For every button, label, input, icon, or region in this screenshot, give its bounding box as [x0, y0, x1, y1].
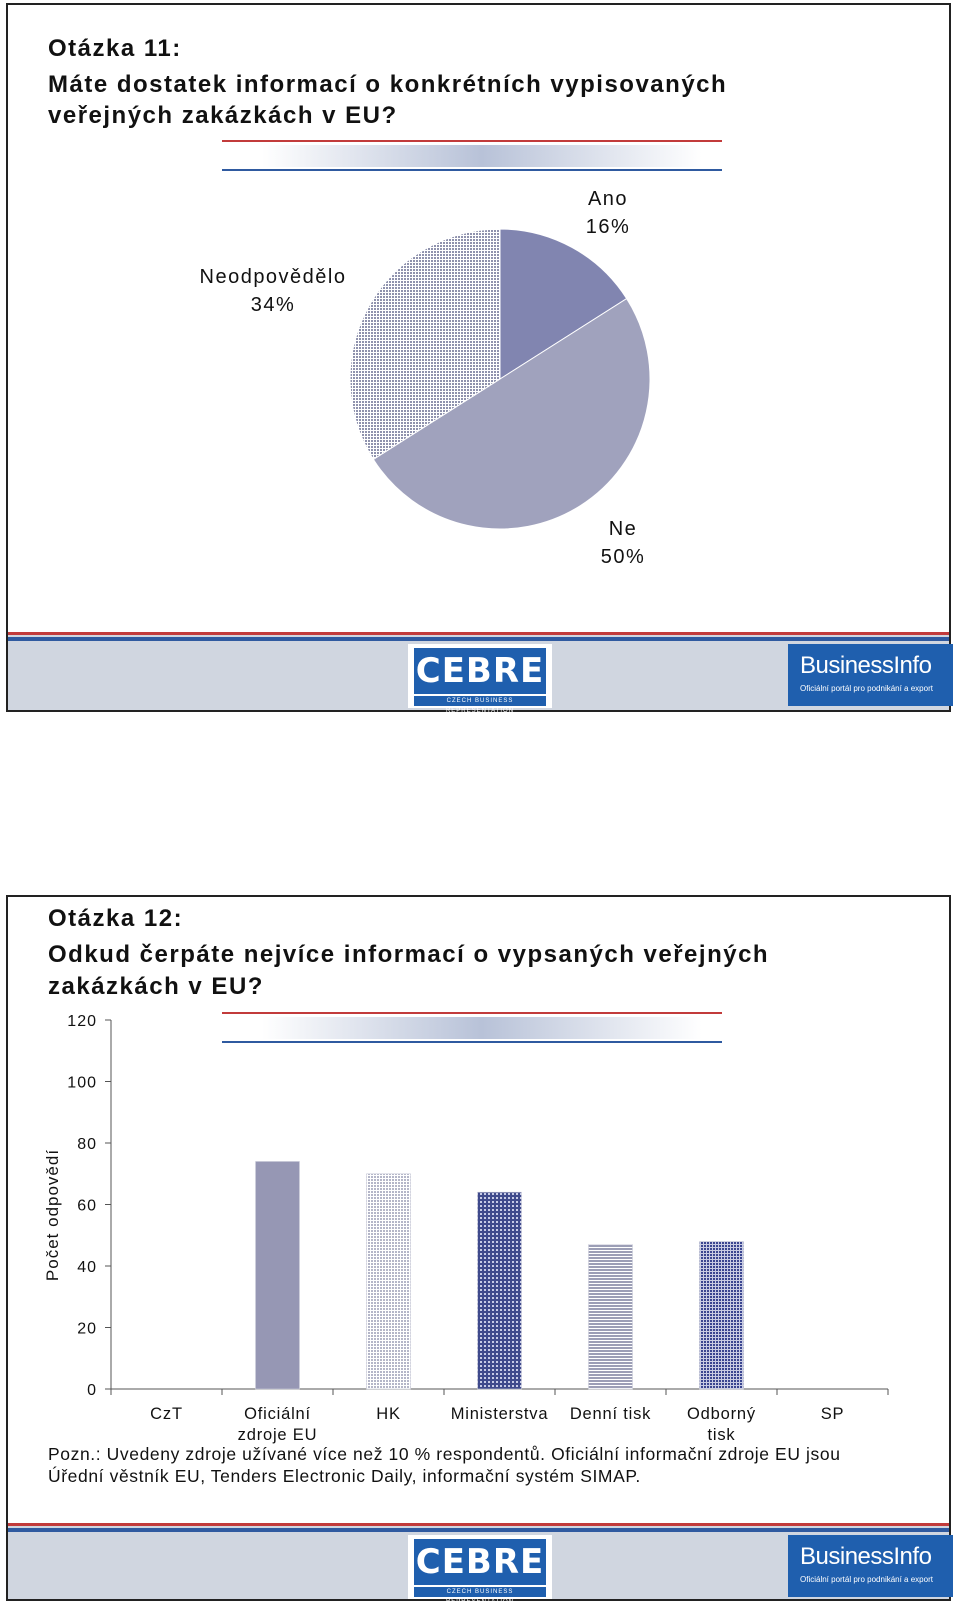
- question-text-line1: Máte dostatek informací o konkrétních vypisovaných: [48, 71, 728, 98]
- pie-label-ano: [568, 185, 648, 241]
- question-text-line2: veřejných zakázkách v EU?: [48, 102, 398, 129]
- y-tick-label: 60: [77, 1197, 97, 1215]
- cebre-logo-subtitle: CZECH BUSINESS REPRESENTATION: [414, 1587, 546, 1597]
- y-tick-label: 100: [67, 1074, 97, 1092]
- category-label: SP: [820, 1405, 845, 1423]
- category-label: CzT: [150, 1405, 183, 1423]
- y-tick-label: 0: [87, 1382, 97, 1399]
- pie-label-ne-name: Ne: [608, 518, 638, 540]
- slide-footer: [8, 632, 949, 714]
- question-number: Otázka 11:: [48, 35, 182, 62]
- pie-label-ne: [583, 515, 663, 571]
- businessinfo-logo: [788, 1535, 953, 1597]
- pie-label-ano-value: 16%: [585, 216, 631, 238]
- pie-label-neodpovedelo-value: 34%: [250, 294, 296, 316]
- footer-red-line: [8, 1523, 949, 1526]
- bar-3: [478, 1192, 522, 1389]
- businessinfo-logo: [788, 644, 953, 706]
- category-label: HK: [376, 1405, 401, 1423]
- category-label: Odborný: [687, 1405, 756, 1423]
- title-decoration: [222, 1007, 742, 1043]
- footnote-line1: Pozn.: Uvedeny zdroje užívané více než 10 % respondentů. Oficiální informační zdroje EU jsou: [48, 1444, 841, 1464]
- cebre-logo-subtitle: CZECH BUSINESS REPRESENTATION: [414, 696, 546, 706]
- question-text-line1: Odkud čerpáte nejvíce informací o vypsaných veřejných: [48, 941, 770, 968]
- y-axis-label: Počet odpovědí: [43, 1148, 62, 1282]
- category-label: Denní tisk: [569, 1405, 652, 1423]
- cebre-logo-text: CEBRE: [414, 648, 546, 694]
- y-tick-label: 40: [77, 1259, 97, 1276]
- slide-question-11: [6, 3, 951, 712]
- footer-blue-line: [8, 1528, 949, 1532]
- y-tick-label: 80: [77, 1136, 97, 1153]
- category-label: zdroje EU: [237, 1426, 318, 1444]
- bar-4: [589, 1244, 633, 1389]
- question-text-line2: zakázkách v EU?: [48, 973, 264, 1000]
- cebre-logo: [408, 644, 552, 714]
- category-label: tisk: [707, 1426, 736, 1444]
- bar-1: [256, 1161, 300, 1389]
- bar-5: [700, 1241, 744, 1389]
- pie-label-ano-name: Ano: [587, 188, 629, 210]
- businessinfo-tagline: Oficiální portál pro podnikání a export: [800, 1575, 933, 1584]
- category-label: Oficiální: [244, 1405, 311, 1423]
- footer-red-line: [8, 632, 949, 635]
- slide-footer: [8, 1523, 949, 1605]
- category-label: Ministerstva: [450, 1405, 549, 1423]
- pie-label-ne-value: 50%: [600, 546, 646, 568]
- cebre-logo-text: CEBRE: [414, 1539, 546, 1585]
- y-tick-label: 120: [67, 1013, 97, 1030]
- pie-chart: [8, 5, 953, 605]
- pie-label-neodpovedelo-name: Neodpovědělo: [199, 266, 347, 288]
- businessinfo-logo-text: BusinessInfo: [800, 1543, 932, 1570]
- businessinfo-logo-text: BusinessInfo: [800, 652, 932, 679]
- slide-question-12: [6, 895, 951, 1605]
- pie-label-neodpovedelo: [178, 263, 368, 319]
- y-tick-label: 20: [77, 1320, 97, 1338]
- bar-2: [367, 1174, 411, 1389]
- footnote-line2: Úřední věstník EU, Tenders Electronic Daily, informační systém SIMAP.: [48, 1466, 641, 1486]
- question-number: Otázka 12:: [48, 905, 184, 932]
- footer-blue-line: [8, 637, 949, 641]
- businessinfo-tagline: Oficiální portál pro podnikání a export: [800, 684, 933, 693]
- cebre-logo: [408, 1535, 552, 1605]
